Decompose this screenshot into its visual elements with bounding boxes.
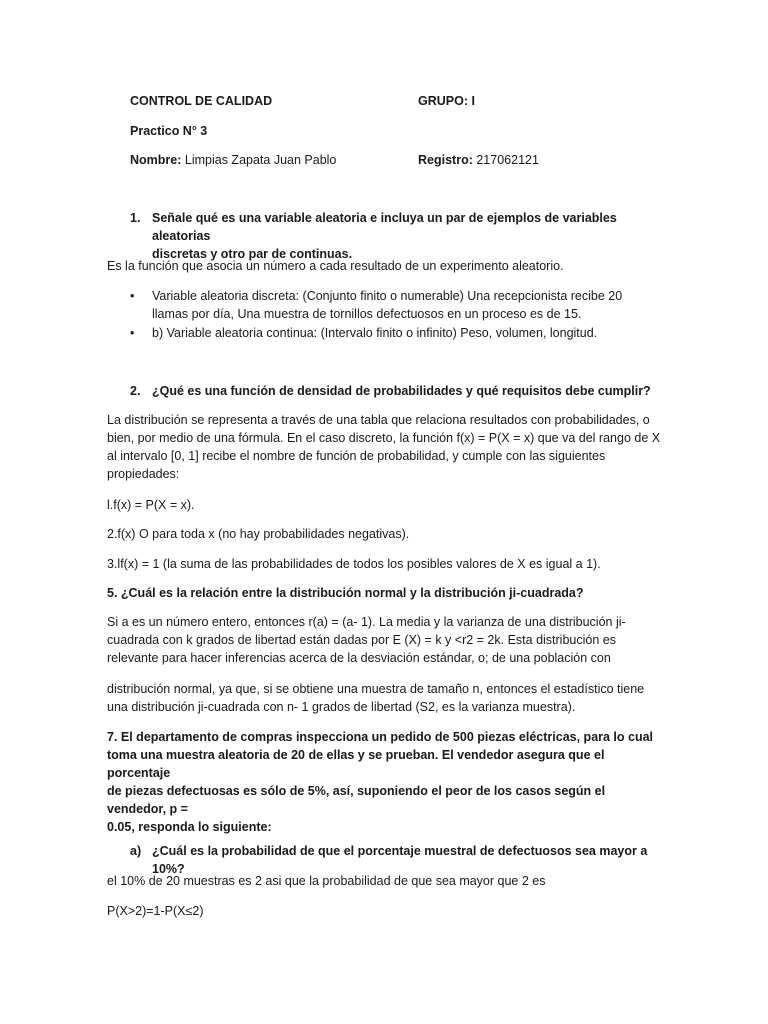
- question-text: [152, 209, 667, 263]
- answer-text: el 10% de 20 muestras es 2 asi que la probabilidad de que sea mayor que 2 es: [107, 874, 546, 888]
- list-item-line: Variable aleatoria discreta: (Conjunto finito o numerable) Una recepcionista recibe 20: [152, 289, 623, 303]
- list-item-text: [152, 324, 652, 342]
- bullet-icon: •: [130, 289, 135, 303]
- question-line: discretas y otro par de continuas.: [152, 247, 353, 261]
- question-text: ¿Qué es una función de densidad de probabilidades y qué requisitos debe cumplir?: [152, 384, 651, 398]
- paragraph-line: propiedades:: [107, 467, 180, 481]
- group-label: GRUPO: I: [418, 94, 475, 108]
- registry-value: 217062121: [476, 153, 539, 167]
- paragraph-line: relevante para hacer inferencias acerca de la desviación estándar, o; de una población con: [107, 651, 611, 665]
- property-3: 3.lf(x) = 1 (la suma de las probabilidades de todos los posibles valores de X es igual a 1).: [107, 557, 601, 571]
- list-item-line: llamas por día, Una muestra de tornillos defectuosos en un proceso es de 15.: [152, 307, 582, 321]
- list-item-text: [152, 287, 652, 323]
- bullet-icon: •: [130, 326, 135, 340]
- question-line: Señale qué es una variable aleatoria e incluya un par de ejemplos de variables aleatorias: [152, 211, 617, 243]
- question-line: toma una muestra aleatoria de 20 de ellas y se prueban. El vendedor asegura que el porcentaje: [107, 748, 605, 780]
- question-7: [107, 728, 667, 836]
- question-5: 5. ¿Cuál es la relación entre la distribución normal y la distribución ji-cuadrada?: [107, 586, 584, 600]
- registry-line: [418, 151, 539, 169]
- property-1: l.f(x) = P(X = x).: [107, 498, 195, 512]
- paragraph-line: La distribución se representa a través de una tabla que relaciona resultados con probabilidades, o: [107, 413, 650, 427]
- answer-formula: P(X>2)=1-P(X≤2): [107, 904, 204, 918]
- paragraph-line: al intervalo [0, 1] recibe el nombre de función de probabilidad, y cumple con las siguientes: [107, 449, 606, 463]
- paragraph-line: Si a es un número entero, entonces r(a) = (a- 1). La media y la varianza de una distribución ji-: [107, 615, 626, 629]
- registry-label: Registro:: [418, 153, 473, 167]
- question-number: 2.: [130, 384, 141, 398]
- list-item-line: b) Variable aleatoria continua: (Intervalo finito o infinito) Peso, volumen, longitud.: [152, 326, 598, 340]
- answer-paragraph: [107, 411, 667, 483]
- question-line: 7. El departamento de compras inspecciona un pedido de 500 piezas eléctricas, para lo cual: [107, 730, 654, 744]
- course-title: CONTROL DE CALIDAD: [130, 94, 273, 108]
- practice-title: Practico N° 3: [130, 124, 208, 138]
- property-2: 2.f(x) O para toda x (no hay probabilidades negativas).: [107, 527, 410, 541]
- name-label: Nombre:: [130, 153, 182, 167]
- paragraph-line: bien, por medio de una fórmula. En el caso discreto, la función f(x) = P(X = x) que va del rango de X: [107, 431, 661, 445]
- paragraph-line: distribución normal, ya que, si se obtiene una muestra de tamaño n, entonces el estadístico tiene: [107, 682, 645, 696]
- answer-paragraph: [107, 680, 667, 716]
- question-line: de piezas defectuosas es sólo de 5%, así, suponiendo el peor de los casos según el vendedor, p =: [107, 784, 606, 816]
- answer-paragraph: [107, 613, 667, 667]
- question-number: 1.: [130, 211, 141, 225]
- sub-question-letter: a): [130, 844, 142, 858]
- name-value: Limpias Zapata Juan Pablo: [184, 153, 337, 167]
- student-name-line: [130, 151, 336, 169]
- paragraph-line: cuadrada con k grados de libertad están dadas por E (X) = k y <r2 = 2k. Esta distribución es: [107, 633, 616, 647]
- question-line: 0.05, responda lo siguiente:: [107, 820, 272, 834]
- answer-text: Es la función que asocia un número a cada resultado de un experimento aleatorio.: [107, 259, 564, 273]
- paragraph-line: una distribución ji-cuadrada con n- 1 grados de libertad (S2, es la varianza muestra).: [107, 700, 576, 714]
- question-text: ¿Cuál es la probabilidad de que el porcentaje muestral de defectuosos sea mayor a 10%?: [152, 844, 648, 876]
